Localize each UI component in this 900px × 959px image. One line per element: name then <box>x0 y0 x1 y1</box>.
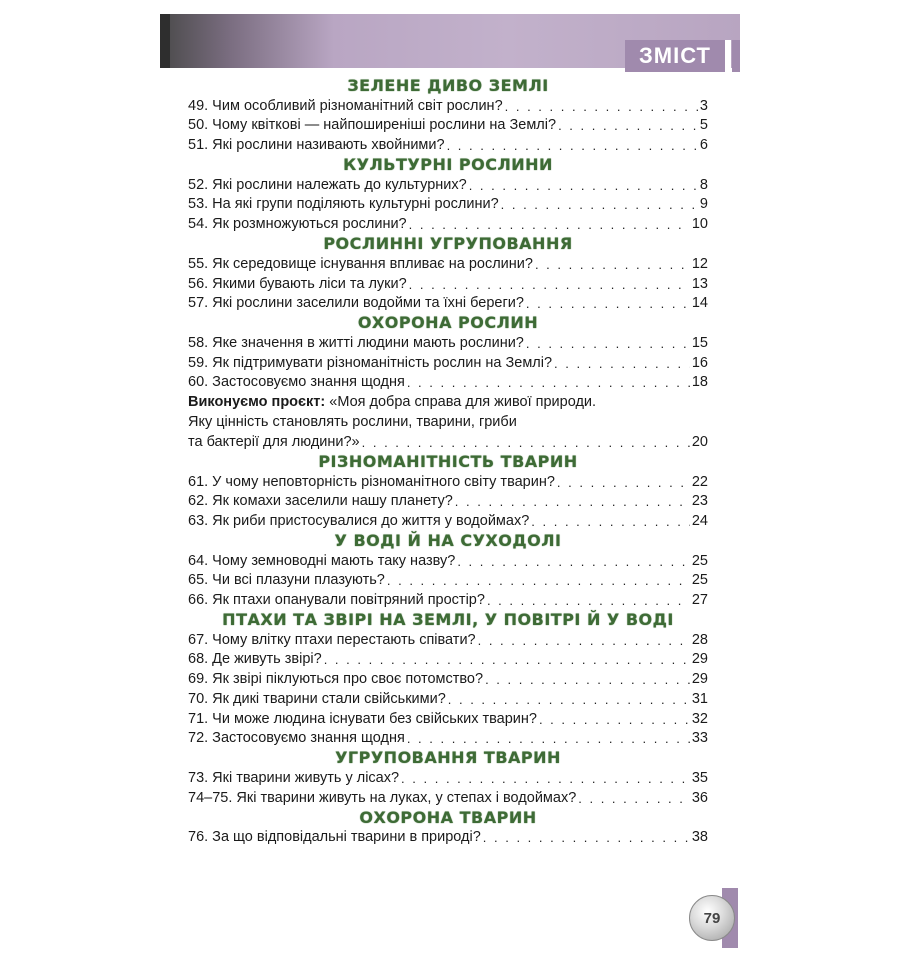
toc-entry-page: 15 <box>691 334 708 351</box>
dot-leader <box>554 354 690 373</box>
toc-entry-page: 38 <box>691 829 708 846</box>
toc-entry[interactable] <box>188 551 708 571</box>
dot-leader <box>557 473 690 492</box>
toc-entry-page: 10 <box>691 216 708 233</box>
toc-entry-page: 32 <box>691 710 708 727</box>
toc-entry-title: 73. Які тварини живуть у лісах? <box>188 769 400 786</box>
toc-entry[interactable] <box>188 333 708 353</box>
toc-entry[interactable] <box>188 214 708 234</box>
toc-entry[interactable] <box>188 492 708 512</box>
dot-leader <box>501 195 698 214</box>
dot-leader <box>483 828 690 847</box>
toc-entry-title: 64. Чому земноводні мають таку назву? <box>188 552 456 569</box>
toc-entry[interactable] <box>188 709 708 729</box>
toc-entry[interactable] <box>188 788 708 808</box>
toc-entry[interactable] <box>188 650 708 670</box>
toc-entry-title: 52. Які рослини належать до культурних? <box>188 176 467 193</box>
toc-entry[interactable] <box>188 729 708 749</box>
dot-leader <box>448 690 690 709</box>
toc-entry[interactable] <box>188 254 708 274</box>
dot-leader <box>535 255 690 274</box>
dot-leader <box>487 591 690 610</box>
toc-entry-title: 56. Якими бувають ліси та луки? <box>188 275 407 292</box>
toc-entry-title: 61. У чому неповторність різноманітного світу тварин? <box>188 473 555 490</box>
toc-entry-page: 35 <box>691 769 708 786</box>
project-title-part-3: та бактерії для людини?» <box>188 433 360 450</box>
section-heading: ПТАХИ ТА ЗВІРІ НА ЗЕМЛІ, У ПОВІТРІ Й У ВОДІ <box>222 610 674 630</box>
toc-entry-page: 6 <box>699 137 708 154</box>
toc-entry-title: 60. Застосовуємо знання щодня <box>188 374 405 391</box>
dot-leader <box>409 215 690 234</box>
dot-leader <box>407 373 690 392</box>
page-number-badge: 79 <box>689 895 735 941</box>
toc-entry-title: 55. Як середовище існування впливає на рослини? <box>188 255 533 272</box>
dot-leader <box>469 176 698 195</box>
toc-entry[interactable] <box>188 294 708 314</box>
project-entry-line-3[interactable] <box>188 432 708 452</box>
toc-entry[interactable] <box>188 353 708 373</box>
toc-entry[interactable] <box>188 96 708 116</box>
dot-leader <box>457 552 690 571</box>
toc-entry-title: 57. Які рослини заселили водойми та їхні береги? <box>188 295 524 312</box>
dot-leader <box>387 571 690 590</box>
toc-entry-title: 66. Як птахи опанували повітряний простір? <box>188 592 485 609</box>
toc-entry[interactable] <box>188 472 708 492</box>
section-heading: РІЗНОМАНІТНІСТЬ ТВАРИН <box>318 451 578 471</box>
toc-entry[interactable] <box>188 116 708 136</box>
toc-entry[interactable] <box>188 768 708 788</box>
toc-entry-title: 51. Які рослини називають хвойними? <box>188 137 445 154</box>
toc-entry-title: 59. Як підтримувати різноманітність рослин на Землі? <box>188 354 553 371</box>
toc-entry-page: 20 <box>691 433 708 450</box>
toc-entry[interactable] <box>188 590 708 610</box>
toc-entry-title: 74–75. Які тварини живуть на луках, у степах і водоймах? <box>188 789 577 806</box>
project-title-part-2: Яку цінність становлять рослини, тварини, гриби <box>188 414 517 431</box>
toc-entry[interactable] <box>188 828 708 848</box>
toc-entry-page: 25 <box>691 552 708 569</box>
section-heading: ОХОРОНА ТВАРИН <box>359 807 537 827</box>
section-heading: УГРУПОВАННЯ ТВАРИН <box>335 748 561 768</box>
toc-entry[interactable] <box>188 669 708 689</box>
section-heading: У ВОДІ Й НА СУХОДОЛІ <box>334 531 562 550</box>
dot-leader <box>362 433 690 452</box>
toc-entry-title: 49. Чим особливий різноманітний світ рослин? <box>188 97 503 114</box>
toc-entry-page: 23 <box>691 493 708 510</box>
section-heading: ЗЕЛЕНЕ ДИВО ЗЕМЛІ <box>347 76 549 95</box>
header-band-edge <box>160 14 170 68</box>
toc-entry-title: 69. Як звірі піклуються про своє потомство? <box>188 671 484 688</box>
dot-leader <box>455 492 690 511</box>
toc-entry[interactable] <box>188 571 708 591</box>
toc-entry-page: 9 <box>699 196 708 213</box>
toc-entry[interactable] <box>188 689 708 709</box>
toc-entry-title: 63. Як риби пристосувалися до життя у водоймах? <box>188 513 530 529</box>
toc-entry-title: 71. Чи може людина існувати без свійських тварин? <box>188 710 537 727</box>
dot-leader <box>539 710 690 729</box>
dot-leader <box>485 670 690 689</box>
toc-entry[interactable] <box>188 274 708 294</box>
section-heading: ОХОРОНА РОСЛИН <box>357 313 539 333</box>
dot-leader <box>447 136 698 155</box>
toc-entry-page: 18 <box>691 374 708 391</box>
toc-entry-title: 54. Як розмножуються рослини? <box>188 216 407 233</box>
toc-entry-page: 29 <box>691 651 708 668</box>
dot-leader <box>526 334 690 353</box>
toc-entry-page: 33 <box>691 730 708 747</box>
toc-entry[interactable] <box>188 175 708 195</box>
toc-entry-page: 28 <box>691 631 708 648</box>
toc-entry-page: 13 <box>691 275 708 292</box>
toc-entry-title: 50. Чому квіткові — найпоширеніші рослини на Землі? <box>188 117 557 134</box>
toc-entry-page: 14 <box>691 295 708 312</box>
dot-leader <box>478 631 690 650</box>
toc-entry-page: 29 <box>691 671 708 688</box>
dot-leader <box>409 275 690 294</box>
toc-entry[interactable] <box>188 373 708 393</box>
dot-leader <box>324 650 690 669</box>
dot-leader <box>578 789 690 808</box>
toc-entry-page: 16 <box>691 354 708 371</box>
toc-entry-title: 62. Як комахи заселили нашу планету? <box>188 493 453 510</box>
toc-entry-title: 58. Яке значення в житті людини мають рослини? <box>188 334 524 351</box>
toc-entry-page: 25 <box>691 572 708 589</box>
dot-leader <box>407 729 690 748</box>
dot-leader <box>505 97 698 116</box>
toc-entry-page: 12 <box>691 255 708 272</box>
contents-title: ЗМІСТ <box>625 40 731 72</box>
dot-leader <box>558 116 698 135</box>
section-heading: РОСЛИННІ УГРУПОВАННЯ <box>323 234 573 254</box>
toc-entry-title: 65. Чи всі плазуни плазують? <box>188 572 385 589</box>
toc-entry-page: 24 <box>691 513 708 529</box>
toc-entry-page: 3 <box>699 97 708 114</box>
toc-entry[interactable] <box>188 511 708 531</box>
toc-entry[interactable] <box>188 630 708 650</box>
project-entry-line-1[interactable] <box>188 392 708 412</box>
toc-entry-title: 68. Де живуть звірі? <box>188 651 322 668</box>
toc-entry-page: 22 <box>691 473 708 490</box>
dot-leader <box>526 294 690 313</box>
toc-entry-page: 27 <box>691 592 708 609</box>
toc-entry[interactable] <box>188 135 708 155</box>
table-of-contents <box>188 76 708 847</box>
toc-entry-title: 70. Як дикі тварини стали свійськими? <box>188 690 446 707</box>
toc-entry-page: 8 <box>699 176 708 193</box>
toc-entry[interactable] <box>188 195 708 215</box>
toc-entry-title: 67. Чому влітку птахи перестають співати? <box>188 631 476 648</box>
toc-entry-title: 76. За що відповідальні тварини в природі? <box>188 829 481 846</box>
toc-entry-title: 72. Застосовуємо знання щодня <box>188 730 405 747</box>
header-accent-strip <box>732 40 740 72</box>
toc-entry-title: 53. На які групи поділяють культурні рослини? <box>188 196 499 213</box>
toc-entry-page: 31 <box>691 690 708 707</box>
toc-entry-page: 36 <box>691 789 708 806</box>
toc-entry-page: 5 <box>699 117 708 134</box>
project-label: Виконуємо проєкт: <box>188 394 326 411</box>
dot-leader <box>401 769 690 788</box>
project-title-part-1: «Моя добра справа для живої природи. <box>329 394 597 411</box>
dot-leader <box>531 512 690 531</box>
section-heading: КУЛЬТУРНІ РОСЛИНИ <box>343 155 553 175</box>
